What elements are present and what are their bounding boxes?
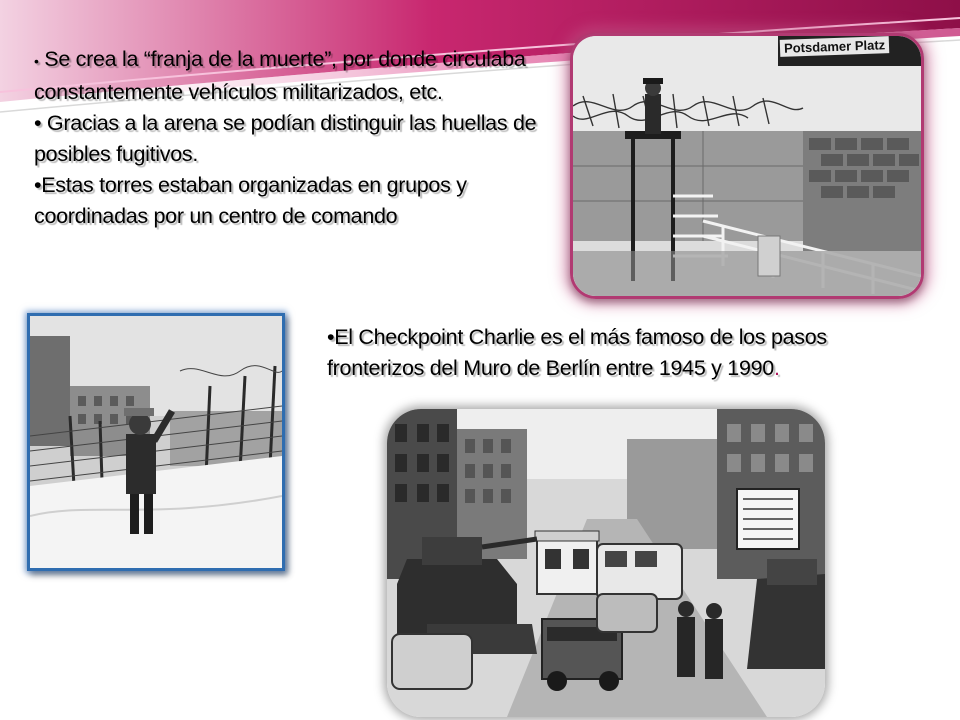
bullet-checkpoint-charlie bbox=[327, 322, 867, 384]
snow-guard-photo bbox=[27, 313, 285, 571]
snow-guard-image bbox=[30, 316, 282, 568]
bullet-trailing-period: . bbox=[773, 356, 780, 380]
top-bullet-list bbox=[34, 44, 554, 232]
bullet-sand-footprints bbox=[34, 108, 554, 170]
watchtower-photo bbox=[570, 33, 924, 299]
bullet-marker: • bbox=[327, 325, 335, 349]
checkpoint-charlie-photo bbox=[387, 409, 825, 717]
bullet-death-strip bbox=[34, 44, 554, 108]
bullet-text: Estas torres estaban organizadas en grupos y coordinadas por un centro de comando bbox=[34, 173, 467, 228]
bullet-text: Se crea la “franja de la muerte”, por donde circulaba constantemente vehículos militarizados, etc. bbox=[34, 47, 526, 104]
bullet-marker: • bbox=[34, 173, 42, 197]
checkpoint-charlie-image bbox=[387, 409, 825, 717]
watchtower-image bbox=[573, 36, 921, 296]
bullet-text: Gracias a la arena se podían distinguir las huellas de posibles fugitivos. bbox=[34, 111, 537, 166]
checkpoint-bullet bbox=[327, 322, 867, 384]
bullet-marker: • bbox=[34, 53, 39, 69]
bullet-text: El Checkpoint Charlie es el más famoso de los pasos fronterizos del Muro de Berlín entre 1945 y 1990 bbox=[327, 325, 827, 380]
bullet-marker: • bbox=[34, 111, 42, 135]
bullet-towers bbox=[34, 170, 554, 232]
watchtower-sign-text: Potsdamer Platz bbox=[780, 36, 890, 57]
